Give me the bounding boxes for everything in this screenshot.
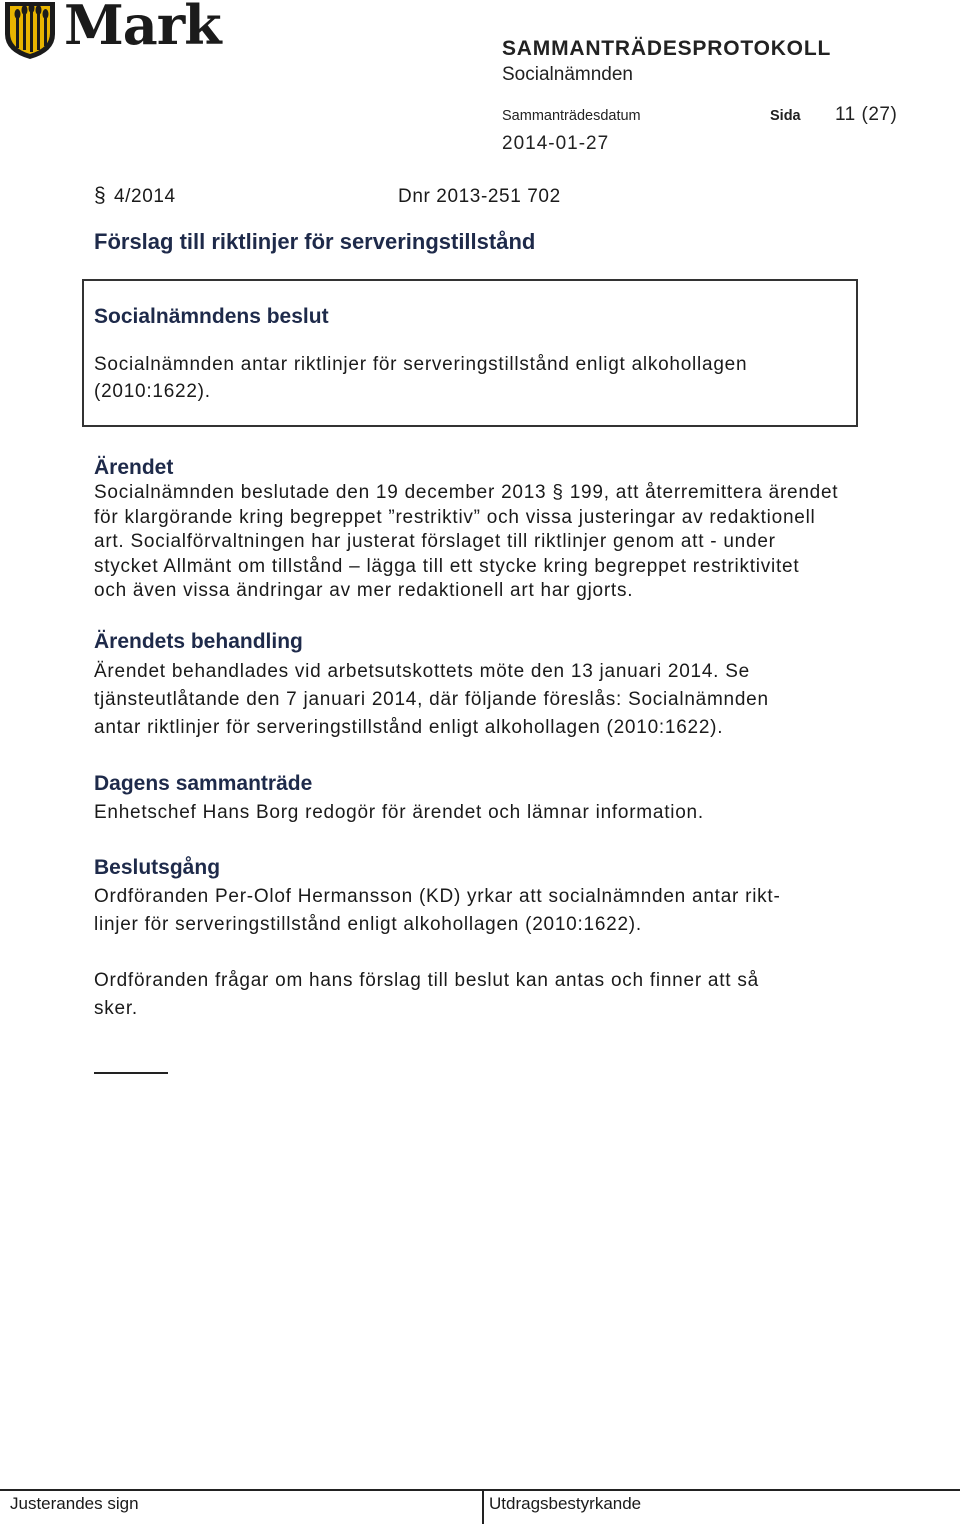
protocol-unit: Socialnämnden bbox=[502, 64, 633, 85]
diary-number: Dnr 2013-251 702 bbox=[398, 186, 561, 207]
section-heading-beslutsgang: Beslutsgång bbox=[94, 856, 221, 879]
beslutsgang-line: Ordföranden Per-Olof Hermansson (KD) yrkar att socialnämnden antar rikt- bbox=[94, 886, 781, 907]
beslutsgang-line: linjer för serveringstillstånd enligt alkohollagen (2010:1622). bbox=[94, 914, 642, 935]
shield-icon bbox=[2, 0, 58, 60]
logo-wordmark: Mark bbox=[64, 0, 221, 57]
arendet-line: art. Socialförvaltningen har justerat förslaget till riktlinjer genom att - under bbox=[94, 531, 776, 552]
footer-rule bbox=[0, 1489, 960, 1491]
beslutsgang-line: sker. bbox=[94, 998, 138, 1019]
meeting-date-label: Sammanträdesdatum bbox=[502, 108, 641, 124]
behandling-line: antar riktlinjer för serveringstillstånd enligt alkohollagen (2010:1622). bbox=[94, 717, 724, 738]
arendet-line: Socialnämnden beslutade den 19 december 2013 § 199, att återremittera ärendet bbox=[94, 482, 839, 503]
behandling-line: tjänsteutlåtande den 7 januari 2014, där följande föreslås: Socialnämnden bbox=[94, 689, 769, 710]
arendet-line: och även vissa ändringar av mer redaktionell art har gjorts. bbox=[94, 580, 634, 601]
decision-heading: Socialnämndens beslut bbox=[94, 305, 329, 328]
behandling-line: Ärendet behandlades vid arbetsutskottets möte den 13 januari 2014. Se bbox=[94, 661, 750, 682]
section-heading-dagens: Dagens sammanträde bbox=[94, 772, 313, 795]
decision-text-line: (2010:1622). bbox=[94, 381, 211, 402]
section-heading-behandling: Ärendets behandling bbox=[94, 630, 303, 653]
dagens-line: Enhetschef Hans Borg redogör för ärendet och lämnar information. bbox=[94, 802, 704, 823]
case-number: 4/2014 bbox=[114, 186, 176, 207]
decision-text-line: Socialnämnden antar riktlinjer för serveringstillstånd enligt alkohollagen bbox=[94, 354, 748, 375]
paragraph-sign: § bbox=[94, 184, 106, 207]
arendet-line: för klargörande kring begreppet ”restriktiv” och vissa justeringar av redaktionell bbox=[94, 507, 816, 528]
page-label: Sida bbox=[770, 108, 801, 124]
signature-field-label: Justerandes sign bbox=[10, 1494, 139, 1513]
section-heading-arendet: Ärendet bbox=[94, 456, 174, 479]
case-title: Förslag till riktlinjer för serveringstillstånd bbox=[94, 229, 536, 254]
municipality-logo bbox=[2, 0, 242, 62]
certification-field-label: Utdragsbestyrkande bbox=[489, 1494, 642, 1513]
page-number: 11 (27) bbox=[835, 104, 898, 125]
protocol-title: SAMMANTRÄDESPROTOKOLL bbox=[502, 37, 832, 60]
end-rule bbox=[94, 1072, 168, 1074]
decision-box bbox=[82, 279, 858, 427]
arendet-line: stycket Allmänt om tillstånd – lägga till ett stycke kring begreppet restriktivitet bbox=[94, 556, 800, 577]
footer-divider bbox=[482, 1489, 484, 1524]
meeting-date: 2014-01-27 bbox=[502, 133, 610, 154]
beslutsgang-line: Ordföranden frågar om hans förslag till beslut kan antas och finner att så bbox=[94, 970, 759, 991]
